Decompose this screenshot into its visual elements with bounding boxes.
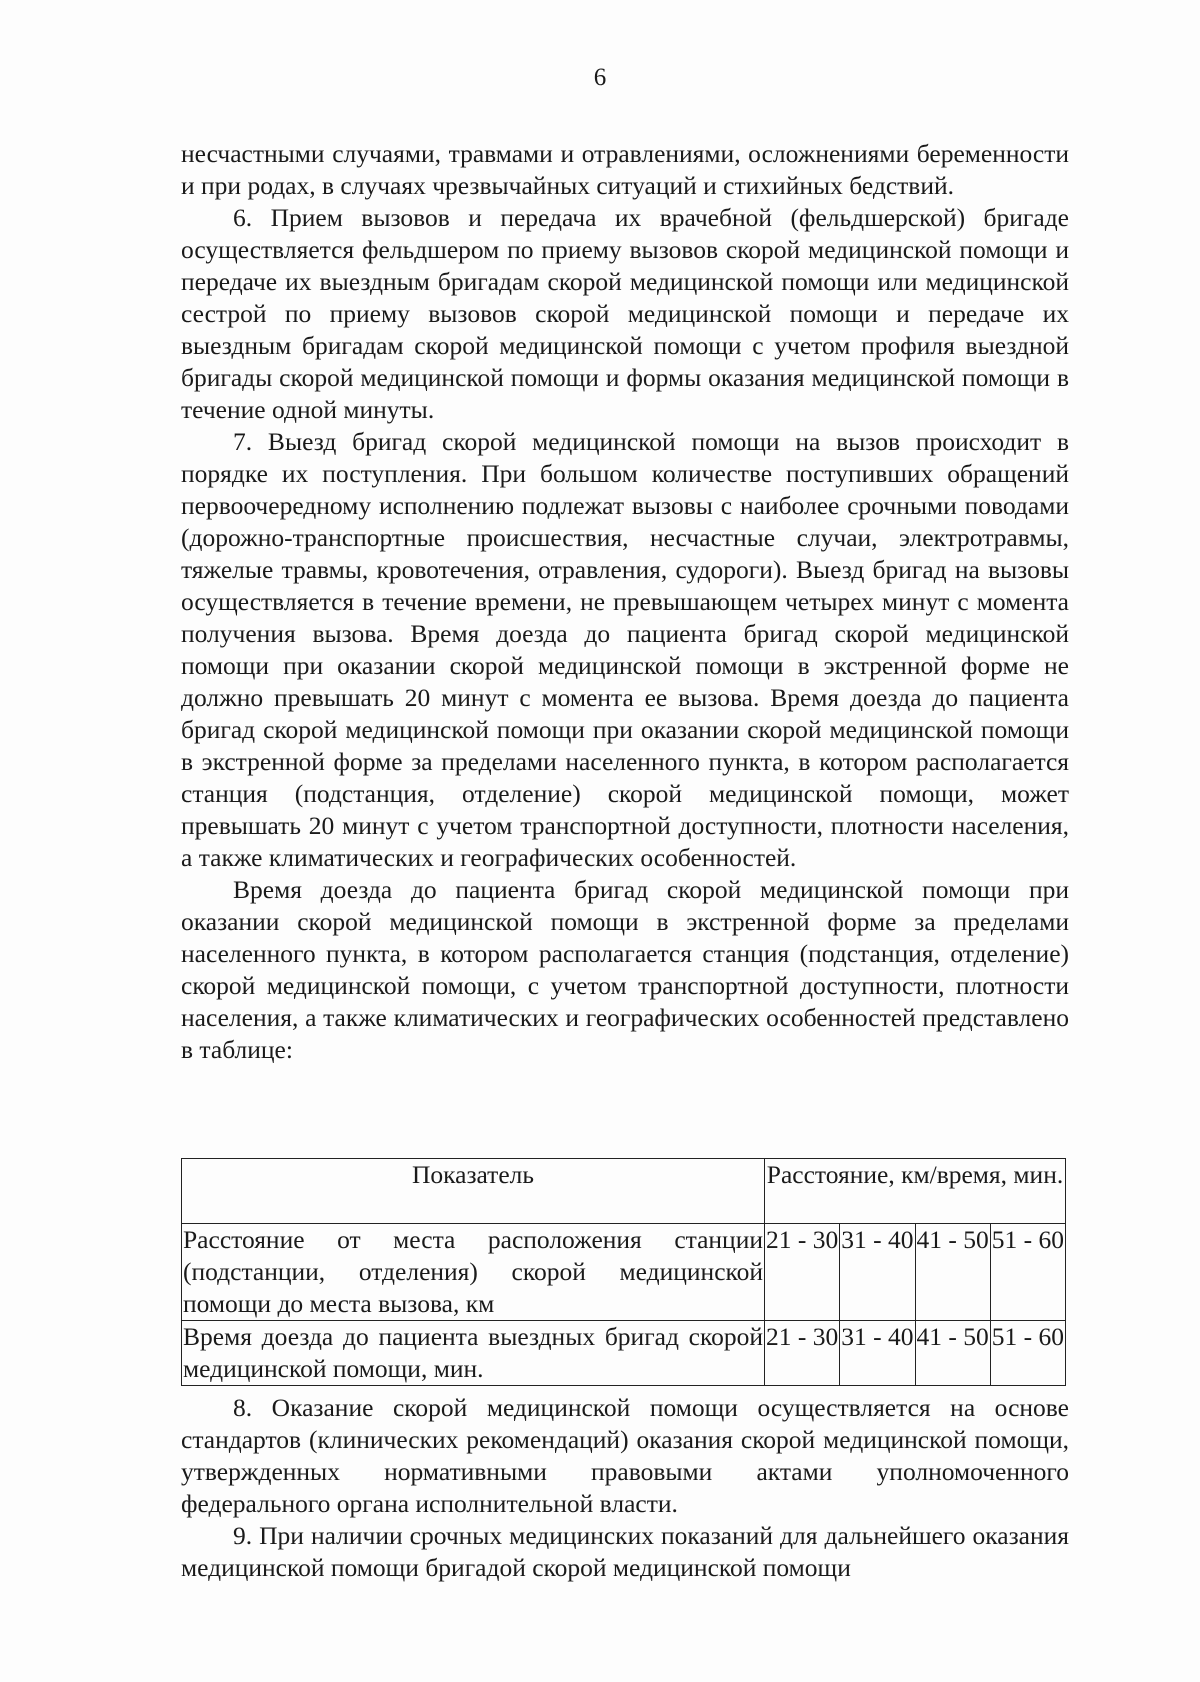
table-cell: 21 - 30 [765,1321,840,1386]
table-row-label-distance: Расстояние от места расположения станции (подстанции, отделения) скорой медицинской помощи до места вызова, км [182,1224,765,1321]
paragraph-item-9: 9. При наличии срочных медицинских показаний для дальнейшего оказания медицинской помощи бригадой скорой медицинской помощи [181,1521,1069,1582]
paragraph-item-7: 7. Выезд бригад скорой медицинской помощи на вызов происходит в порядке их поступления. При большом количестве поступивших обращений первоочередному исполнению подлежат вызовы с наиболее срочными поводами (дорожно-транспортные происшествия, несчастные случаи, электротравмы, тяжелые травмы, кровотечения, отравления, судороги). Выезд бригад на вызовы осуществляется в течение времени, не превышающем четырех минут с момента получения вызова. Время доезда до пациента бригад скорой медицинской помощи при оказании скорой медицинской помощи в экстренной форме не должно превышать 20 минут с момента ее вызова. Время доезда до пациента бригад скорой медицинской помощи при оказании скорой медицинской помощи в экстренной форме за пределами населенного пункта, в котором располагается станция (подстанция, отделение) скорой медицинской помощи, может превышать 20 минут с учетом транспортной доступности, плотности населения, а также климатических и географических особенностей. [181,427,1069,872]
paragraph-item-6: 6. Прием вызовов и передача их врачебной (фельдшерской) бригаде осуществляется фельдшером по приему вызовов скорой медицинской помощи и передаче их выездным бригадам скорой медицинской помощи или медицинской сестрой по приему вызовов скорой медицинской помощи и передаче их выездным бригадам скорой медицинской помощи с учетом профиля выездной бригады скорой медицинской помощи и формы оказания медицинской помощи в течение одной минуты. [181,203,1069,424]
table-cell: 51 - 60 [990,1321,1065,1386]
table-header-indicator: Показатель [182,1159,765,1224]
table-cell: 41 - 50 [915,1321,990,1386]
table-cell: 41 - 50 [915,1224,990,1321]
distance-time-table [181,1158,1066,1386]
table-cell: 51 - 60 [990,1224,1065,1321]
page-number: 6 [593,64,607,91]
paragraph-continuation: несчастными случаями, травмами и отравлениями, осложнениями беременности и при родах, в случаях чрезвычайных ситуаций и стихийных бедствий. [181,139,1069,200]
table-cell: 31 - 40 [840,1224,915,1321]
table-header-distance-time: Расстояние, км/время, мин. [765,1159,1066,1224]
paragraph-item-8: 8. Оказание скорой медицинской помощи осуществляется на основе стандартов (клинических рекомендаций) оказания скорой медицинской помощи, утвержденных нормативными правовыми актами уполномоченного федерального органа исполнительной власти. [181,1393,1069,1518]
table-header-row [182,1159,1066,1224]
table-cell: 31 - 40 [840,1321,915,1386]
table-row [182,1224,1066,1321]
table-row [182,1321,1066,1386]
paragraph-table-intro: Время доезда до пациента бригад скорой медицинской помощи при оказании скорой медицинской помощи в экстренной форме за пределами населенного пункта, в котором располагается станция (подстанция, отделение) скорой медицинской помощи, с учетом транспортной доступности, плотности населения, а также климатических и географических особенностей представлено в таблице: [181,875,1069,1064]
table-row-label-time: Время доезда до пациента выездных бригад скорой медицинской помощи, мин. [182,1321,765,1386]
table-cell: 21 - 30 [765,1224,840,1321]
body-text-top [181,138,1069,1066]
body-text-bottom [181,1392,1069,1584]
